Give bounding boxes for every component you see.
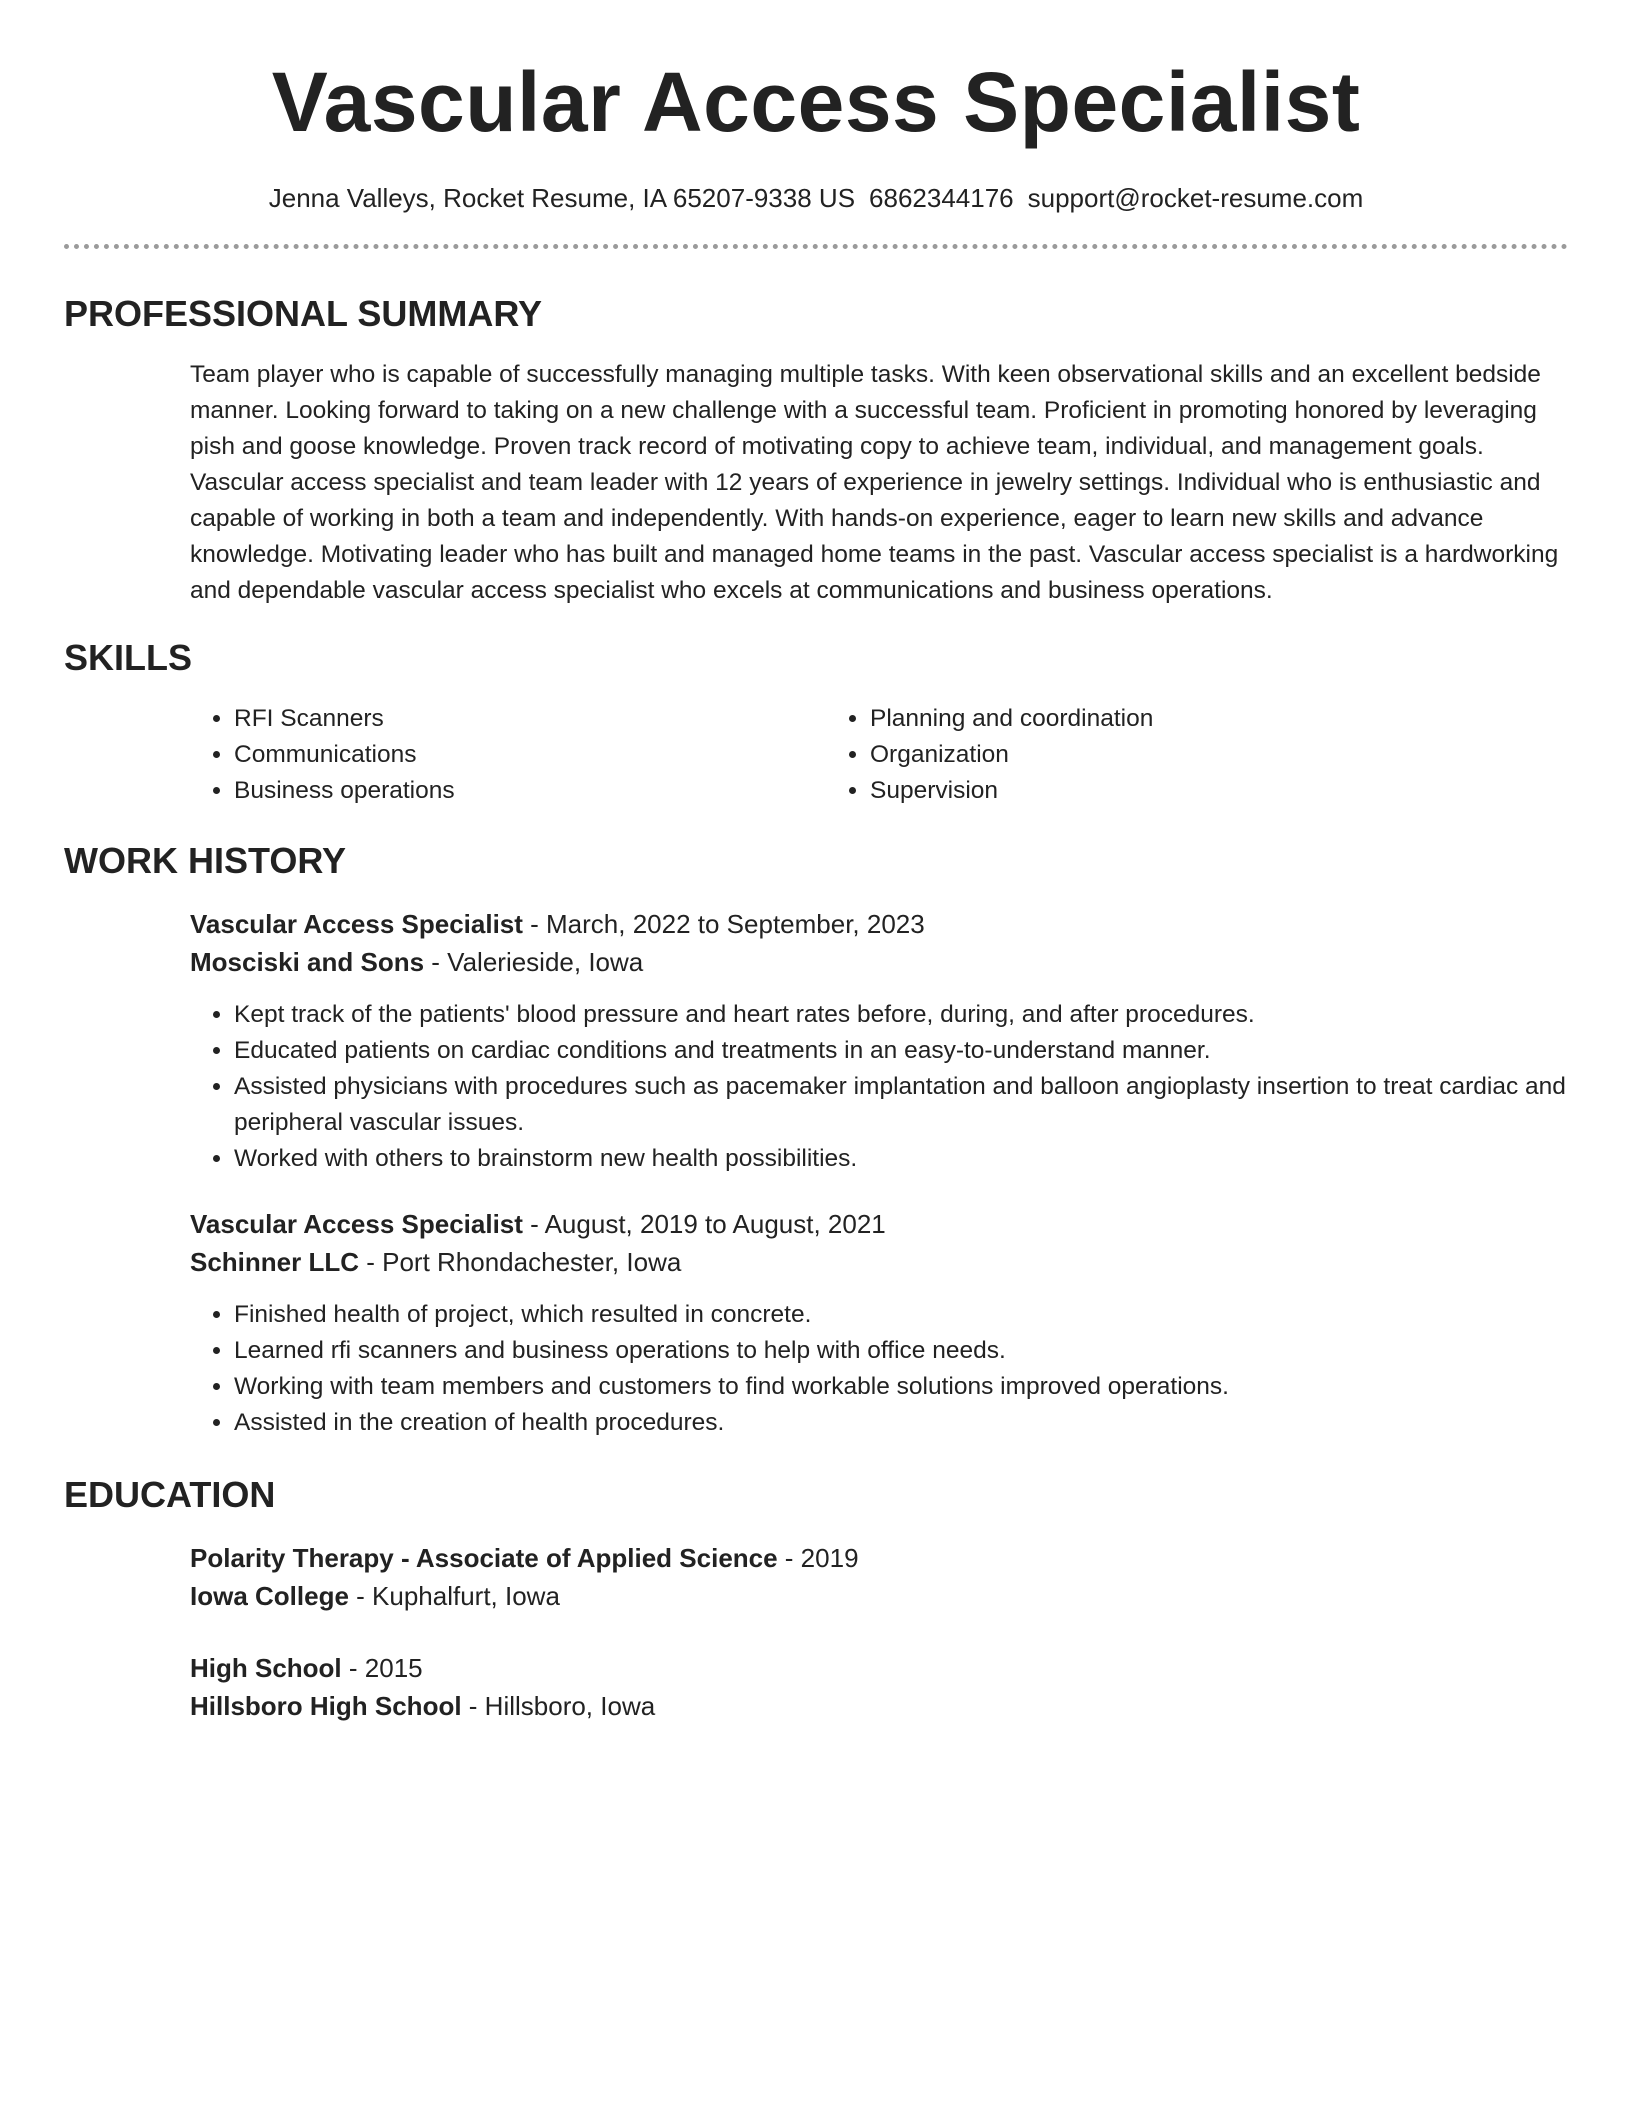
header-divider xyxy=(64,244,1568,249)
contact-email: support@rocket-resume.com xyxy=(1027,183,1364,213)
summary-heading: PROFESSIONAL SUMMARY xyxy=(64,293,543,334)
skills-heading: SKILLS xyxy=(64,637,193,678)
job-role: Vascular Access Specialist xyxy=(190,1209,523,1239)
job-dates: - March, 2022 to September, 2023 xyxy=(522,909,925,939)
skill-item: • Communications xyxy=(234,737,826,773)
education-school: Hillsboro High School xyxy=(190,1691,462,1721)
job-duty: • Assisted in the creation of health procedures. xyxy=(234,1405,1568,1441)
education-degree-line xyxy=(190,1649,1568,1687)
job-duty: • Learned rfi scanners and business operations to help with office needs. xyxy=(234,1333,1568,1369)
job-role: Vascular Access Specialist xyxy=(190,909,523,939)
job-duties-list xyxy=(190,997,1568,1177)
job-company: Mosciski and Sons xyxy=(190,947,425,977)
education-location: - Hillsboro, Iowa xyxy=(461,1691,656,1721)
education-degree: High School xyxy=(190,1653,342,1683)
job-duty: • Finished health of project, which resulted in concrete. xyxy=(234,1297,1568,1333)
education-school-line xyxy=(190,1577,1568,1615)
skill-item: • RFI Scanners xyxy=(234,701,826,737)
education-entry xyxy=(190,1649,1568,1725)
job-company: Schinner LLC xyxy=(190,1247,360,1277)
job-entry xyxy=(190,905,1568,1177)
education-year: - 2015 xyxy=(341,1653,423,1683)
education-entry xyxy=(190,1539,1568,1615)
resume-name-title: Vascular Access Specialist xyxy=(271,55,1361,149)
skills-list xyxy=(190,701,1568,809)
job-duty: • Worked with others to brainstorm new health possibilities. xyxy=(234,1141,1568,1177)
job-title-line xyxy=(190,905,1568,943)
education-school-line xyxy=(190,1687,1568,1725)
education-school: Iowa College xyxy=(190,1581,349,1611)
job-duty: • Assisted physicians with procedures such as pacemaker implantation and balloon angioplasty insertion to treat cardiac and peripheral vascular issues. xyxy=(234,1069,1568,1141)
education-degree-line xyxy=(190,1539,1568,1577)
education-location: - Kuphalfurt, Iowa xyxy=(348,1581,560,1611)
skills-column-left xyxy=(190,701,826,809)
job-location: - Valerieside, Iowa xyxy=(424,947,644,977)
contact-phone: 6862344176 xyxy=(869,183,1014,213)
contact-line xyxy=(64,180,1568,216)
contact-address: Jenna Valleys, Rocket Resume, IA 65207-9338 US xyxy=(268,183,856,213)
job-company-line xyxy=(190,943,1568,981)
skill-item: • Organization xyxy=(870,737,1153,773)
education-heading: EDUCATION xyxy=(64,1474,276,1515)
job-dates: - August, 2019 to August, 2021 xyxy=(522,1209,886,1239)
summary-text: Team player who is capable of successfully managing multiple tasks. With keen observational skills and an excellent bedside manner. Looking forward to taking on a new challenge with a successful team. Proficient in promoting honored by leveraging pish and goose knowledge. Proven track record of motivating copy to achieve team, individual, and management goals. Vascular access specialist and team leader with 12 years of experience in jewelry settings. Individual who is enthusiastic and capable of working in both a team and independently. With hands-on experience, eager to learn new skills and advance knowledge. Motivating leader who has built and managed home teams in the past. Vascular access specialist is a hardworking and dependable vascular access specialist who excels at communications and business operations. xyxy=(190,361,1559,604)
job-entry xyxy=(190,1205,1568,1441)
job-duty: • Kept track of the patients' blood pressure and heart rates before, during, and after procedures. xyxy=(234,997,1568,1033)
job-location: - Port Rhondachester, Iowa xyxy=(359,1247,682,1277)
education-year: - 2019 xyxy=(777,1543,859,1573)
skill-item: • Supervision xyxy=(870,773,1153,809)
skill-item: • Planning and coordination xyxy=(870,701,1153,737)
education-degree: Polarity Therapy - Associate of Applied Science xyxy=(190,1543,778,1573)
job-duty: • Working with team members and customers to find workable solutions improved operations. xyxy=(234,1369,1568,1405)
work-history-heading: WORK HISTORY xyxy=(64,840,347,881)
skills-column-right xyxy=(826,701,1153,809)
skill-item: • Business operations xyxy=(234,773,826,809)
job-duty: • Educated patients on cardiac conditions and treatments in an easy-to-understand manner. xyxy=(234,1033,1568,1069)
job-duties-list xyxy=(190,1297,1568,1441)
job-company-line xyxy=(190,1243,1568,1281)
job-title-line xyxy=(190,1205,1568,1243)
